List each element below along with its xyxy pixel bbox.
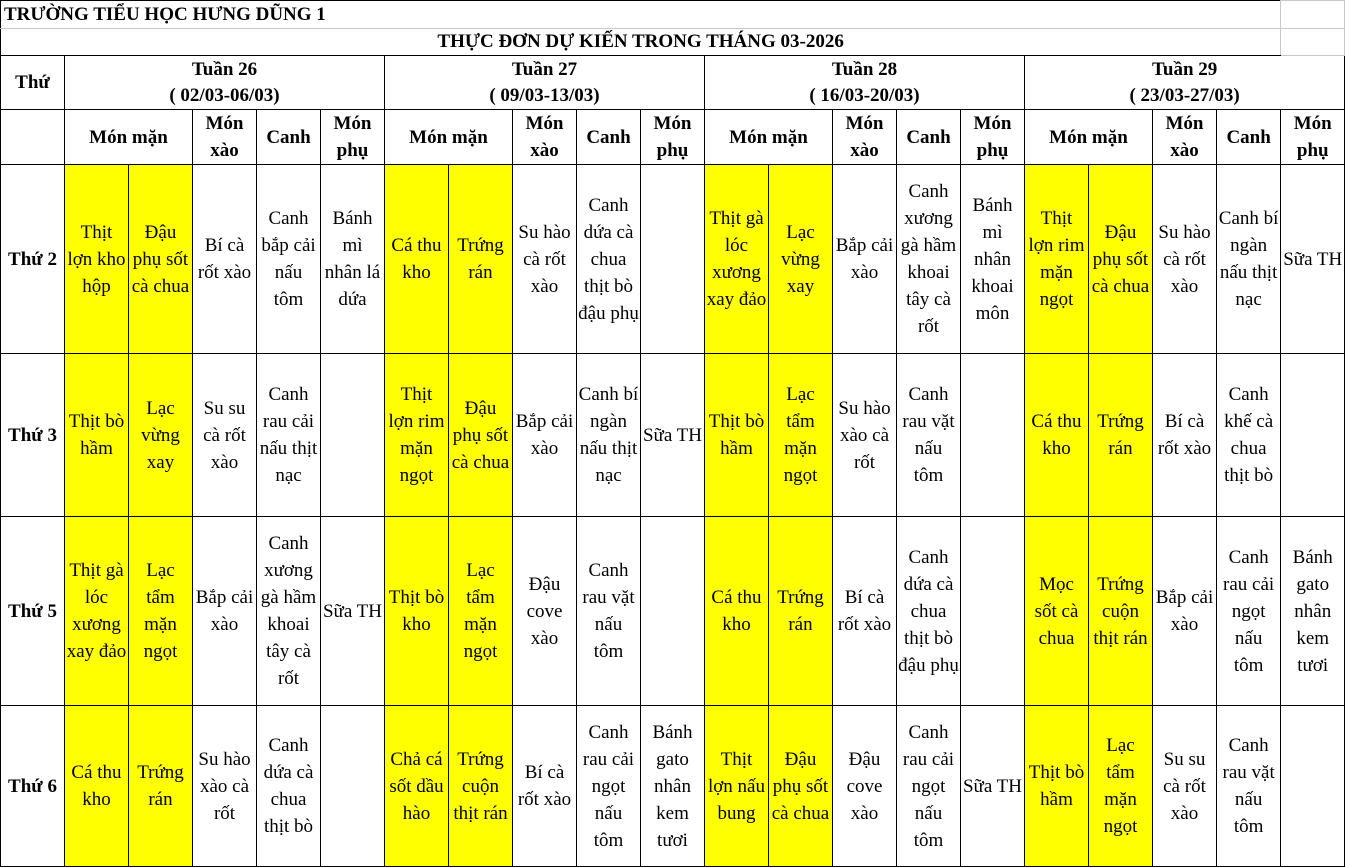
day-column-header: Thứ: [1, 56, 65, 110]
week-header-row: [1, 56, 1345, 110]
dish-stir-fry: Bắp cải xào: [1153, 517, 1217, 706]
dish-side: [641, 165, 705, 354]
day-label: Thứ 3: [1, 354, 65, 517]
dish-main-1: Mọc sốt cà chua: [1025, 517, 1089, 706]
dish-stir-fry: Su su cà rốt xào: [193, 354, 257, 517]
dish-soup: Canh rau cải ngọt nấu tôm: [1217, 517, 1281, 706]
dish-soup: Canh bí ngàn nấu thịt nạc: [577, 354, 641, 517]
header-canh: Canh: [257, 110, 321, 165]
dish-side: [641, 517, 705, 706]
dish-main-1: Thịt bò hầm: [705, 354, 769, 517]
header-mon-man: Món mặn: [65, 110, 193, 165]
dish-main-1: Thịt lợn rim mặn ngọt: [1025, 165, 1089, 354]
header-mon-xao: Món xào: [193, 110, 257, 165]
dish-soup: Canh xương gà hầm khoai tây cà rốt: [257, 517, 321, 706]
dish-main-2: Lạc tẩm mặn ngọt: [129, 517, 193, 706]
header-mon-phu: Món phụ: [961, 110, 1025, 165]
header-mon-xao: Món xào: [1153, 110, 1217, 165]
dish-soup: Canh rau vặt nấu tôm: [577, 517, 641, 706]
dish-main-1: Cá thu kho: [705, 517, 769, 706]
day-row: [1, 354, 1345, 517]
dish-soup: Canh rau cải ngọt nấu tôm: [577, 706, 641, 867]
dish-side: Sữa TH: [321, 517, 385, 706]
dish-side: [1281, 706, 1345, 867]
dish-main-1: Cá thu kho: [1025, 354, 1089, 517]
dish-side: [321, 354, 385, 517]
dish-stir-fry: Su hào xào cà rốt: [833, 354, 897, 517]
dish-stir-fry: Su su cà rốt xào: [1153, 706, 1217, 867]
dish-main-2: Trứng rán: [769, 517, 833, 706]
dish-main-2: Trứng rán: [129, 706, 193, 867]
dish-stir-fry: Đậu cove xào: [513, 517, 577, 706]
dish-main-2: Lạc vừng xay: [769, 165, 833, 354]
day-row: [1, 165, 1345, 354]
dish-main-1: Cá thu kho: [65, 706, 129, 867]
dish-stir-fry: Bắp cải xào: [833, 165, 897, 354]
dish-soup: Canh khế cà chua thịt bò: [1217, 354, 1281, 517]
menu-title: THỰC ĐƠN DỰ KIẾN TRONG THÁNG 03-2026: [1, 29, 1281, 56]
dish-main-1: Thịt bò hầm: [1025, 706, 1089, 867]
dish-main-2: Trứng rán: [449, 165, 513, 354]
header-mon-phu: Món phụ: [1281, 110, 1345, 165]
header-mon-phu: Món phụ: [641, 110, 705, 165]
dish-soup: Canh dứa cà chua thịt bò đậu phụ: [897, 517, 961, 706]
dish-soup: Canh rau cải ngọt nấu tôm: [897, 706, 961, 867]
dish-main-1: Thịt lợn kho hộp: [65, 165, 129, 354]
dish-main-2: Lạc tẩm mặn ngọt: [1089, 706, 1153, 867]
dish-soup: Canh xương gà hầm khoai tây cà rốt: [897, 165, 961, 354]
header-mon-xao: Món xào: [833, 110, 897, 165]
dish-soup: Canh dứa cà chua thịt bò: [257, 706, 321, 867]
header-canh: Canh: [897, 110, 961, 165]
dish-side: [961, 517, 1025, 706]
day-label: Thứ 6: [1, 706, 65, 867]
dish-soup: Canh rau vặt nấu tôm: [1217, 706, 1281, 867]
dish-soup: Canh rau vặt nấu tôm: [897, 354, 961, 517]
dish-stir-fry: Su hào cà rốt xào: [1153, 165, 1217, 354]
dish-soup: Canh dứa cà chua thịt bò đậu phụ: [577, 165, 641, 354]
dish-stir-fry: Bí cà rốt xào: [1153, 354, 1217, 517]
school-row: [1, 1, 1345, 29]
week-header: Tuần 29 ( 23/03-27/03): [1025, 56, 1345, 110]
empty-cell: [1, 110, 65, 165]
dish-stir-fry: Bí cà rốt xào: [513, 706, 577, 867]
dish-main-1: Thịt bò kho: [385, 517, 449, 706]
week-header: Tuần 27 ( 09/03-13/03): [385, 56, 705, 110]
day-label: Thứ 2: [1, 165, 65, 354]
dish-soup: Canh bí ngàn nấu thịt nạc: [1217, 165, 1281, 354]
day-row: [1, 517, 1345, 706]
dish-main-2: Lạc tẩm mặn ngọt: [769, 354, 833, 517]
dish-main-1: Cá thu kho: [385, 165, 449, 354]
header-mon-man: Món mặn: [385, 110, 513, 165]
dish-stir-fry: Su hào cà rốt xào: [513, 165, 577, 354]
dish-main-1: Thịt gà lóc xương xay đảo: [705, 165, 769, 354]
header-canh: Canh: [577, 110, 641, 165]
dish-stir-fry: Su hào xào cà rốt: [193, 706, 257, 867]
dish-main-2: Đậu phụ sốt cà chua: [1089, 165, 1153, 354]
week-header: Tuần 28 ( 16/03-20/03): [705, 56, 1025, 110]
dish-stir-fry: Đậu cove xào: [833, 706, 897, 867]
empty-cell: [1281, 1, 1345, 29]
dish-main-2: Trứng cuộn thịt rán: [1089, 517, 1153, 706]
day-row: [1, 706, 1345, 867]
dish-soup: Canh bắp cải nấu tôm: [257, 165, 321, 354]
school-name: TRƯỜNG TIỂU HỌC HƯNG DŨNG 1: [1, 1, 1281, 29]
dish-stir-fry: Bắp cải xào: [513, 354, 577, 517]
dish-soup: Canh rau cải nấu thịt nạc: [257, 354, 321, 517]
dish-main-2: Trứng cuộn thịt rán: [449, 706, 513, 867]
header-mon-man: Món mặn: [1025, 110, 1153, 165]
dish-side: [321, 706, 385, 867]
dish-side: Bánh mì nhân lá dứa: [321, 165, 385, 354]
dish-side: Bánh gato nhân kem tươi: [641, 706, 705, 867]
dish-main-2: Lạc vừng xay: [129, 354, 193, 517]
dish-main-1: Thịt gà lóc xương xay đảo: [65, 517, 129, 706]
category-header-row: [1, 110, 1345, 165]
dish-main-1: Thịt bò hầm: [65, 354, 129, 517]
dish-side: Sữa TH: [961, 706, 1025, 867]
dish-main-2: Lạc tẩm mặn ngọt: [449, 517, 513, 706]
dish-main-2: Trứng rán: [1089, 354, 1153, 517]
header-canh: Canh: [1217, 110, 1281, 165]
dish-side: Bánh mì nhân khoai môn: [961, 165, 1025, 354]
dish-main-1: Thịt lợn nấu bung: [705, 706, 769, 867]
empty-cell: [1281, 29, 1345, 56]
dish-side: Sữa TH: [1281, 165, 1345, 354]
dish-main-2: Đậu phụ sốt cà chua: [449, 354, 513, 517]
dish-stir-fry: Bí cà rốt xào: [193, 165, 257, 354]
dish-side: [1281, 354, 1345, 517]
dish-main-2: Đậu phụ sốt cà chua: [129, 165, 193, 354]
dish-side: Bánh gato nhân kem tươi: [1281, 517, 1345, 706]
day-label: Thứ 5: [1, 517, 65, 706]
dish-main-1: Thịt lợn rim mặn ngọt: [385, 354, 449, 517]
header-mon-phu: Món phụ: [321, 110, 385, 165]
dish-stir-fry: Bí cà rốt xào: [833, 517, 897, 706]
dish-side: [961, 354, 1025, 517]
dish-main-1: Chả cá sốt dầu hào: [385, 706, 449, 867]
header-mon-man: Món mặn: [705, 110, 833, 165]
dish-stir-fry: Bắp cải xào: [193, 517, 257, 706]
title-row: [1, 29, 1345, 56]
dish-main-2: Đậu phụ sốt cà chua: [769, 706, 833, 867]
week-header: Tuần 26 ( 02/03-06/03): [65, 56, 385, 110]
header-mon-xao: Món xào: [513, 110, 577, 165]
dish-side: Sữa TH: [641, 354, 705, 517]
